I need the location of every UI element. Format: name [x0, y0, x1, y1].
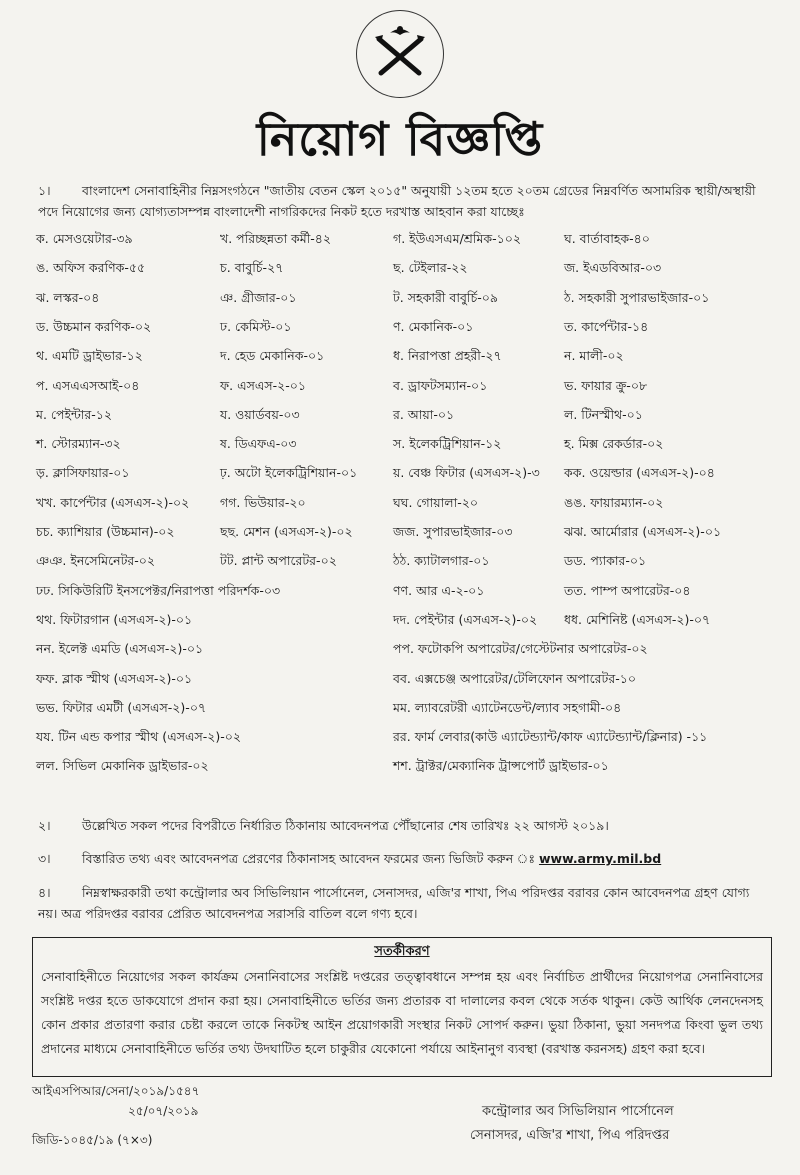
post-item: ঠঠ. ক্যাটালগার-০১ — [393, 553, 490, 569]
post-item: ঙঙ. ফায়ারম্যান-০২ — [564, 494, 664, 510]
post-item: প. এসএএসআই-০৪ — [36, 377, 140, 393]
crossed-swords-icon — [357, 11, 443, 97]
post-item: ঞঞ. ইনসেমিনেটর-০২ — [36, 553, 156, 569]
reference-date: ২৫/০৭/২০১৯ — [128, 1104, 199, 1118]
post-item: ধধ. মেশিনিষ্ট (এসএস-২)-০৭ — [564, 611, 711, 627]
notice-title: নিয়োগ বিজ্ঞপ্তি — [256, 112, 544, 166]
paragraph-number: ৩। — [38, 851, 51, 866]
signatory-office: সেনাসদর, এজি'র শাখা, পিএ পরিদপ্তর — [470, 1128, 670, 1143]
post-item: ল. টিনস্মীথ-০১ — [564, 406, 643, 422]
paragraph-4 — [38, 882, 770, 924]
post-item: শ. স্টোরম্যান-৩২ — [36, 436, 121, 452]
post-item: ঢঢ. সিকিউরিটি ইনসপেক্টর/নিরাপত্তা পরিদর্শক-০৩ — [36, 582, 281, 598]
post-item: ন. মালী-০২ — [564, 348, 624, 364]
paragraph-text: বিস্তারিত তথ্য এবং আবেদনপত্র প্রেরণের ঠিকানাসহ আবেদন ফরমের জন্য ভিজিট করুন ঃ — [82, 851, 539, 866]
post-item: থথ. ফিটারগান (এসএস-২)-০১ — [36, 611, 193, 627]
post-item: ঘঘ. গোয়ালা-২০ — [393, 494, 478, 510]
post-item: ভ. ফায়ার ক্রু-০৮ — [564, 377, 648, 393]
signatory-title: কন্ট্রোলার অব সিভিলিয়ান পার্সোনেল — [482, 1104, 674, 1119]
post-item: টট. প্লান্ট অপারেটর-০২ — [220, 553, 337, 569]
post-item: ত. কার্পেন্টার-১৪ — [564, 318, 649, 334]
post-item: লল. সিভিল মেকানিক ড্রাইভার-০২ — [36, 758, 209, 774]
post-item: ঢ়. অটো ইলেকট্রিশিয়ান-০১ — [220, 465, 358, 481]
post-item: ছছ. মেশন (এসএস-২)-০২ — [220, 524, 353, 539]
post-item: দ. হেড মেকানিক-০১ — [220, 348, 325, 364]
post-item: ফফ. ব্লাক স্মীথ (এসএস-২)-০১ — [36, 670, 193, 686]
post-item: ণণ. আর এ-২-০১ — [393, 582, 485, 598]
post-item: যয. টিন এন্ড কপার স্মীথ (এসএস-২)-০২ — [36, 729, 242, 745]
paragraph-number: ২। — [38, 818, 51, 833]
website-link[interactable]: www.army.mil.bd — [538, 851, 662, 866]
post-item: পপ. ফটোকপি অপারেটর/গেস্টেটনার অপারেটর-০২ — [393, 641, 648, 657]
post-item: চচ. ক্যাশিয়ার (উচ্চমান)-০২ — [36, 524, 175, 539]
post-item: মম. ল্যাবরেটরী এ্যাটেনডেন্ট/ল্যাব সহগামী-০৪ — [393, 699, 622, 715]
post-item: বব. এক্সচেঞ্জ অপারেটর/টেলিফোন অপারেটর-১০ — [393, 670, 636, 686]
paragraph-number: ১। — [38, 183, 51, 198]
post-item: র. আয়া-০১ — [393, 406, 455, 422]
post-item: খখ. কার্পেন্টার (এসএস-২)-০২ — [36, 494, 190, 510]
post-item: ণ. মেকানিক-০১ — [393, 318, 474, 334]
paragraph-2 — [38, 815, 770, 836]
post-item: ছ. টেইলার-২২ — [393, 260, 468, 276]
post-item: শশ. ট্রাক্টর/মেক্যানিক ট্রান্সপোর্ট ড্রাইভার-০১ — [393, 758, 609, 774]
post-item: নন. ইলেক্ট এমডি (এসএস-২)-০১ — [36, 641, 204, 657]
post-item: ম. পেইন্টার-১২ — [36, 406, 113, 422]
post-item: য়. বেঞ্চ ফিটার (এসএস-২)-৩ — [393, 465, 540, 481]
post-item: ঢ. কেমিস্ট-০১ — [220, 318, 292, 334]
paragraph-text: উল্লেখিত সকল পদের বিপরীতে নির্ধারিত ঠিকানায় আবেদনপত্র পৌঁছানোর শেষ তারিখঃ ২২ আগস্ট ২০১৯। — [82, 818, 609, 833]
paragraph-3 — [38, 848, 770, 869]
paragraph-text: নিম্নস্বাক্ষরকারী তথা কন্ট্রোলার অব সিভিলিয়ান পার্সোনেল, সেনাসদর, এজি'র শাখা, পিএ পরিদপ্তর বরাবর কোন আবেদনপত্র গ্রহণ যোগ্য নয়। অত্র পরিদপ্তর বরাবর প্রেরিত আবেদনপত্র সরাসরি বাতিল বলে গণ্য হবে। — [38, 885, 750, 921]
post-item: ড. উচ্চমান করণিক-০২ — [36, 318, 152, 334]
post-item: ঘ. বার্তাবাহক-৪০ — [564, 231, 650, 246]
post-item: স. ইলেকট্রিশিয়ান-১২ — [393, 436, 502, 452]
post-item: ডড. প্যাকার-০১ — [564, 553, 647, 569]
post-item: জ. ইএডবিআর-০৩ — [564, 260, 662, 276]
post-item: ঠ. সহকারী সুপারভাইজার-০১ — [564, 289, 710, 305]
post-item: তত. পাম্প অপারেটর-০৪ — [564, 582, 691, 598]
post-item: গগ. ভিউয়ার-২০ — [220, 494, 306, 510]
post-item: দদ. পেইন্টার (এসএস-২)-০২ — [393, 611, 538, 627]
warning-text: সেনাবাহিনীতে নিয়োগের সকল কার্যক্রম সেনানিবাসের সংশ্লিষ্ট দপ্তরের তত্ত্বাবধানে সম্পন্ন হয় এবং নির্বাচিত প্রার্থীদের নিয়োগপত্র সেনানিবাসের সংশ্লিষ্ট দপ্তর হতে ডাকযোগে প্রদান করা হয়। সেনাবাহিনীতে ভর্তির জন্য প্রতারক বা দালালের কবল থেকে সর্তক থাকুন। কেউ আর্থিক লেনদেনসহ কোন প্রকার প্রতারণা করার চেষ্টা করলে তাকে নিকটস্থ আইন প্রয়োগকারী সংস্থার নিকট সোপর্দ করুন। ভুয়া ঠিকানা, ভুয়া সনদপত্র কিংবা ভুল তথ্য প্রদানের মাধ্যমে সেনাবাহিনীতে ভর্তির তথ্য উদঘাটিত হলে চাকুরীর যেকোনো পর্যায়ে আইনানুগ ব্যবস্থা (বরখাস্ত করনসহ) গ্রহণ করা হবে। — [41, 969, 763, 1056]
reference-number: আইএসপিআর/সেনা/২০১৯/১৫৪৭ — [32, 1084, 200, 1098]
army-emblem — [356, 10, 444, 98]
post-item: ট. সহকারী বাবুর্চি-০৯ — [393, 289, 498, 305]
post-item: ক. মেসওয়েটার-৩৯ — [36, 231, 133, 246]
post-item: ড়. ক্লাসিফায়ার-০১ — [36, 465, 130, 481]
paragraph-number: ৪। — [38, 885, 51, 900]
post-item: ঝঝ. আর্মোরার (এসএস-২)-০১ — [564, 524, 722, 539]
post-item: কক. ওয়েল্ডার (এসএস-২)-০৪ — [564, 465, 715, 481]
post-item: ফ. এসএস-২-০১ — [220, 377, 307, 393]
post-item: ঙ. অফিস করণিক-৫৫ — [36, 260, 146, 276]
post-item: থ. এমটি ড্রাইভার-১২ — [36, 348, 143, 364]
dg-number: জিডি-১০৪৫/১৯ (৭×৩) — [32, 1133, 153, 1147]
paragraph-1 — [38, 180, 770, 222]
post-item: ব. ড্রাফটসম্যান-০১ — [393, 377, 488, 393]
post-item: ধ. নিরাপত্তা প্রহরী-২৭ — [393, 348, 502, 364]
post-item: রর. ফার্ম লেবার(কাউ এ্যাটেন্ড্যান্ট/কাফ এ্যাটেন্ড্যান্ট/ক্লিনার) -১১ — [393, 729, 708, 745]
post-item: ভভ. ফিটার এমটী (এসএস-২)-০৭ — [36, 699, 207, 715]
warning-box — [32, 937, 772, 1077]
paragraph-text: বাংলাদেশ সেনাবাহিনীর নিম্নসংগঠনে "জাতীয় বেতন স্কেল ২০১৫" অনুযায়ী ১২তম হতে ২০তম গ্রেডের নিম্নবর্ণিত অসামরিক স্থায়ী/অস্থায়ী পদে নিয়োগের জন্য যোগ্যতাসম্পন্ন বাংলাদেশী নাগরিকদের নিকট হতে দরখাস্ত আহবান করা যাচ্ছেঃ — [38, 183, 756, 219]
post-item: হ. মিক্স রেকর্ডার-০২ — [564, 436, 664, 452]
post-item: য. ওয়ার্ডবয়-০৩ — [220, 406, 300, 422]
post-item: ষ. ডিএফএ-০৩ — [220, 436, 297, 452]
post-item: গ. ইউএসএম/শ্রমিক-১০২ — [393, 231, 522, 246]
post-item: ঞ. গ্রীজার-০১ — [220, 289, 297, 305]
post-item: জজ. সুপারভাইজার-০৩ — [393, 524, 513, 539]
post-item: ঝ. লস্কর-০৪ — [36, 289, 100, 305]
post-item: খ. পরিচ্ছন্নতা কর্মী-৪২ — [220, 231, 332, 246]
warning-title: সতর্কীকরণ — [374, 944, 430, 959]
post-item: চ. বাবুর্চি-২৭ — [220, 260, 284, 276]
